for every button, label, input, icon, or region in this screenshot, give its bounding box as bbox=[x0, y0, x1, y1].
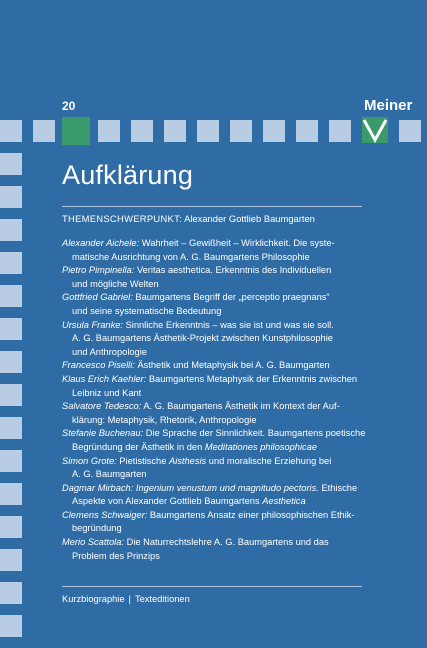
toc-title: Wahrheit – Gewißheit – Wirklichkeit. Die syste- bbox=[141, 238, 335, 248]
toc-entry bbox=[62, 536, 372, 563]
toc-title: Die Naturrechtslehre A. G. Baumgartens und das bbox=[126, 537, 329, 548]
toc-title: Baumgartens Metaphysik der Erkenntnis zwischen bbox=[148, 373, 358, 384]
table-of-contents bbox=[62, 237, 372, 563]
toc-entry bbox=[62, 291, 372, 318]
toc-author: Salvatore Tedesco: bbox=[62, 401, 142, 412]
decor-square bbox=[0, 516, 22, 538]
decor-square bbox=[0, 417, 22, 439]
toc-entry bbox=[62, 319, 372, 360]
decor-square-green bbox=[62, 117, 90, 145]
decor-square bbox=[0, 549, 22, 571]
toc-title: Baumgartens Begriff der „perceptio praegnans“ bbox=[135, 292, 330, 303]
decor-square bbox=[0, 186, 22, 208]
theme-label: THEMENSCHWERPUNKT: bbox=[62, 213, 182, 224]
series-title: Aufklärung bbox=[62, 160, 194, 190]
toc-author: Stefanie Buchenau: bbox=[62, 428, 144, 439]
decor-square bbox=[0, 252, 22, 274]
decor-square bbox=[131, 120, 153, 142]
toc-author: Ursula Franke: bbox=[62, 319, 123, 330]
toc-title-cont: klärung: Metaphysik, Rhetorik, Anthropologie bbox=[72, 414, 257, 425]
footer-item-editions: Texteditionen bbox=[134, 594, 190, 604]
divider bbox=[62, 206, 362, 207]
toc-title: Baumgartens Ansatz einer philosophischen Ethik- bbox=[149, 509, 355, 520]
toc-entry bbox=[62, 373, 372, 400]
toc-author: Klaus Erich Kaehler: bbox=[62, 373, 147, 384]
toc-title-cont: A. G. Baumgartens Ästhetik-Projekt zwischen Kunstphilosophie bbox=[72, 333, 333, 344]
publisher-logo bbox=[362, 117, 388, 143]
toc-title-cont: matische Ausrichtung von A. G. Baumgartens Philosophie bbox=[72, 251, 310, 262]
toc-title-cont: A. G. Baumgarten bbox=[72, 469, 147, 480]
toc-author: Clemens Schwaiger: bbox=[62, 509, 148, 520]
toc-title: Ethische bbox=[321, 482, 358, 493]
decor-square bbox=[0, 615, 22, 637]
toc-entry bbox=[62, 359, 372, 373]
toc-author: Pietro Pimpinella: bbox=[62, 265, 135, 276]
decor-square bbox=[0, 384, 22, 406]
decor-square bbox=[0, 219, 22, 241]
decor-square bbox=[0, 120, 22, 142]
toc-title-cont: Aspekte von Alexander Gottlieb Baumgartens bbox=[72, 496, 260, 507]
decor-square bbox=[0, 483, 22, 505]
decor-square bbox=[329, 120, 351, 142]
toc-entry bbox=[62, 400, 372, 427]
decor-square bbox=[296, 120, 318, 142]
toc-title-cont: und seine systematische Bedeutung bbox=[72, 305, 222, 316]
toc-title-cont: Begründung der Ästhetik in den bbox=[72, 441, 203, 452]
footer-separator: | bbox=[128, 594, 131, 604]
toc-title: Veritas aesthetica. Erkenntnis des Individuellen bbox=[136, 265, 332, 276]
toc-title: Pietistische bbox=[119, 455, 167, 466]
decor-square bbox=[164, 120, 186, 142]
toc-entry bbox=[62, 455, 372, 482]
decor-square bbox=[0, 582, 22, 604]
toc-entry bbox=[62, 264, 372, 291]
decor-square bbox=[0, 318, 22, 340]
toc-title: und moralische Erziehung bei bbox=[208, 455, 332, 466]
toc-author: Simon Grote: bbox=[62, 455, 117, 466]
toc-title: Sinnliche Erkenntnis – was sie ist und was sie soll. bbox=[125, 319, 334, 330]
toc-title-cont: und mögliche Welten bbox=[72, 278, 159, 289]
decor-square bbox=[33, 120, 55, 142]
toc-title: Ästhetik und Metaphysik bei A. G. Baumgarten bbox=[137, 360, 330, 371]
toc-title: A. G. Baumgartens Ästhetik im Kontext der Auf- bbox=[143, 401, 340, 412]
toc-author: Merio Scattola: bbox=[62, 537, 125, 548]
toc-entry bbox=[62, 482, 372, 509]
issue-number: 20 bbox=[62, 99, 76, 113]
decor-square bbox=[0, 450, 22, 472]
decor-square bbox=[399, 120, 421, 142]
toc-author: Francesco Piselli: bbox=[62, 360, 135, 371]
toc-title: Die Sprache der Sinnlichkeit. Baumgartens poetische bbox=[145, 428, 366, 439]
toc-author: Dagmar Mirbach: bbox=[62, 482, 134, 493]
toc-title-italic: Aesthetica bbox=[262, 496, 306, 507]
toc-title-italic: Ingenium venustum und magnitudo pectoris. bbox=[135, 482, 319, 493]
theme-line bbox=[62, 213, 315, 224]
toc-entry bbox=[62, 509, 372, 536]
toc-title-italic: Meditationes philosophicae bbox=[204, 441, 317, 452]
decor-square bbox=[230, 120, 252, 142]
toc-title-cont: und Anthropologie bbox=[72, 346, 147, 357]
footer-line bbox=[62, 594, 190, 604]
toc-entry bbox=[62, 427, 372, 454]
decor-square bbox=[0, 351, 22, 373]
toc-entry bbox=[62, 237, 372, 264]
decor-square bbox=[0, 153, 22, 175]
divider bbox=[62, 586, 362, 587]
footer-item-biography: Kurzbiographie bbox=[62, 594, 125, 604]
toc-author: Gottfried Gabriel: bbox=[62, 292, 133, 303]
toc-title-italic: Aisthesis bbox=[169, 455, 207, 466]
toc-author: Alexander Aichele: bbox=[62, 238, 140, 248]
toc-title-cont: Leibniz und Kant bbox=[72, 387, 142, 398]
decor-square bbox=[197, 120, 219, 142]
theme-subject: Alexander Gottlieb Baumgarten bbox=[184, 213, 315, 224]
toc-title-cont: Problem des Prinzips bbox=[72, 550, 160, 561]
decor-square bbox=[263, 120, 285, 142]
decor-square bbox=[0, 285, 22, 307]
toc-title-cont: begründung bbox=[72, 523, 122, 534]
publisher-name: Meiner bbox=[364, 97, 413, 114]
decor-square bbox=[98, 120, 120, 142]
